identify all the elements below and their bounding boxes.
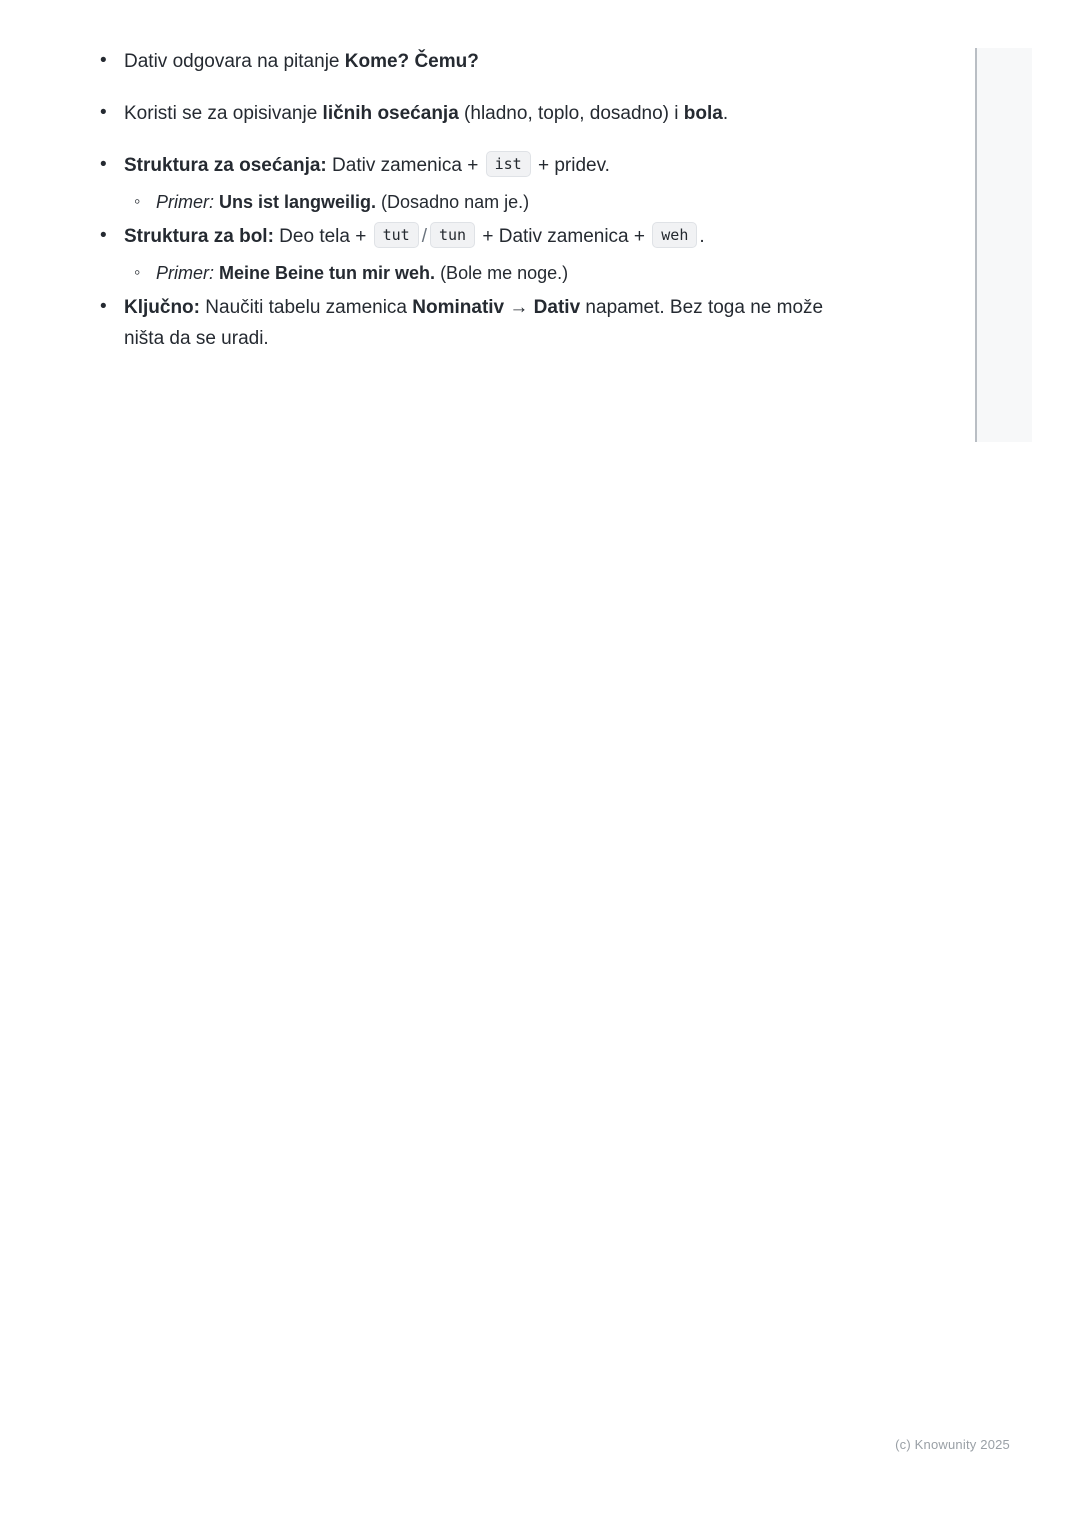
text-run: Dativ odgovara na pitanje xyxy=(124,51,345,72)
bullet-list xyxy=(88,46,848,354)
list-item xyxy=(88,150,848,217)
separator-slash: / xyxy=(421,226,427,247)
text-run: + pridev. xyxy=(532,155,610,176)
inline-code-token: tun xyxy=(430,222,475,248)
bold-text: bola xyxy=(683,103,723,124)
list-item-text xyxy=(124,297,823,349)
footer-copyright: (c) Knowunity 2025 xyxy=(895,1437,1010,1452)
text-run: Koristi se za opisivanje xyxy=(124,103,323,124)
document-body xyxy=(88,46,848,375)
list-item-text xyxy=(124,226,705,247)
bold-text: ličnih osećanja xyxy=(322,103,459,124)
bold-text: Uns ist langweilig. xyxy=(219,192,377,212)
text-run: (Dosadno nam je.) xyxy=(376,192,530,212)
italic-label: Primer: xyxy=(156,192,214,212)
list-item xyxy=(88,98,848,129)
bold-text: Kome? Čemu? xyxy=(344,51,479,72)
list-item-text xyxy=(124,103,728,124)
sub-list-item xyxy=(124,188,848,217)
text-run: Deo tela + xyxy=(273,226,372,247)
text-run: (Bole me noge.) xyxy=(435,263,569,283)
list-item-text xyxy=(124,155,610,176)
list-item xyxy=(88,221,848,288)
bold-text: Meine Beine tun mir weh. xyxy=(219,263,436,283)
list-item xyxy=(88,292,848,354)
sub-list-item xyxy=(124,259,848,288)
list-item-text xyxy=(124,51,479,72)
inline-code-token: tut xyxy=(374,222,419,248)
right-side-panel xyxy=(975,48,1032,442)
text-run: + Dativ zamenica + xyxy=(477,226,651,247)
inline-code-token: ist xyxy=(486,151,531,177)
text-run: Naučiti tabelu zamenica xyxy=(200,297,413,318)
list-item xyxy=(88,46,848,77)
text-run: . xyxy=(699,226,705,247)
bold-text: Nominativ → Dativ xyxy=(412,297,581,318)
bold-text: Struktura za bol: xyxy=(124,226,274,247)
text-run: napamet. Bez toga ne može ništa da se uradi. xyxy=(124,297,824,349)
sub-bullet-list xyxy=(124,259,848,288)
bold-text: Struktura za osećanja: xyxy=(124,155,327,176)
text-run: (hladno, toplo, dosadno) i xyxy=(458,103,684,124)
italic-label: Primer: xyxy=(156,263,214,283)
inline-code-token: weh xyxy=(652,222,697,248)
sub-bullet-list xyxy=(124,188,848,217)
bold-text: Ključno: xyxy=(124,297,200,318)
text-run: . xyxy=(722,103,729,124)
text-run: Dativ zamenica + xyxy=(326,155,484,176)
